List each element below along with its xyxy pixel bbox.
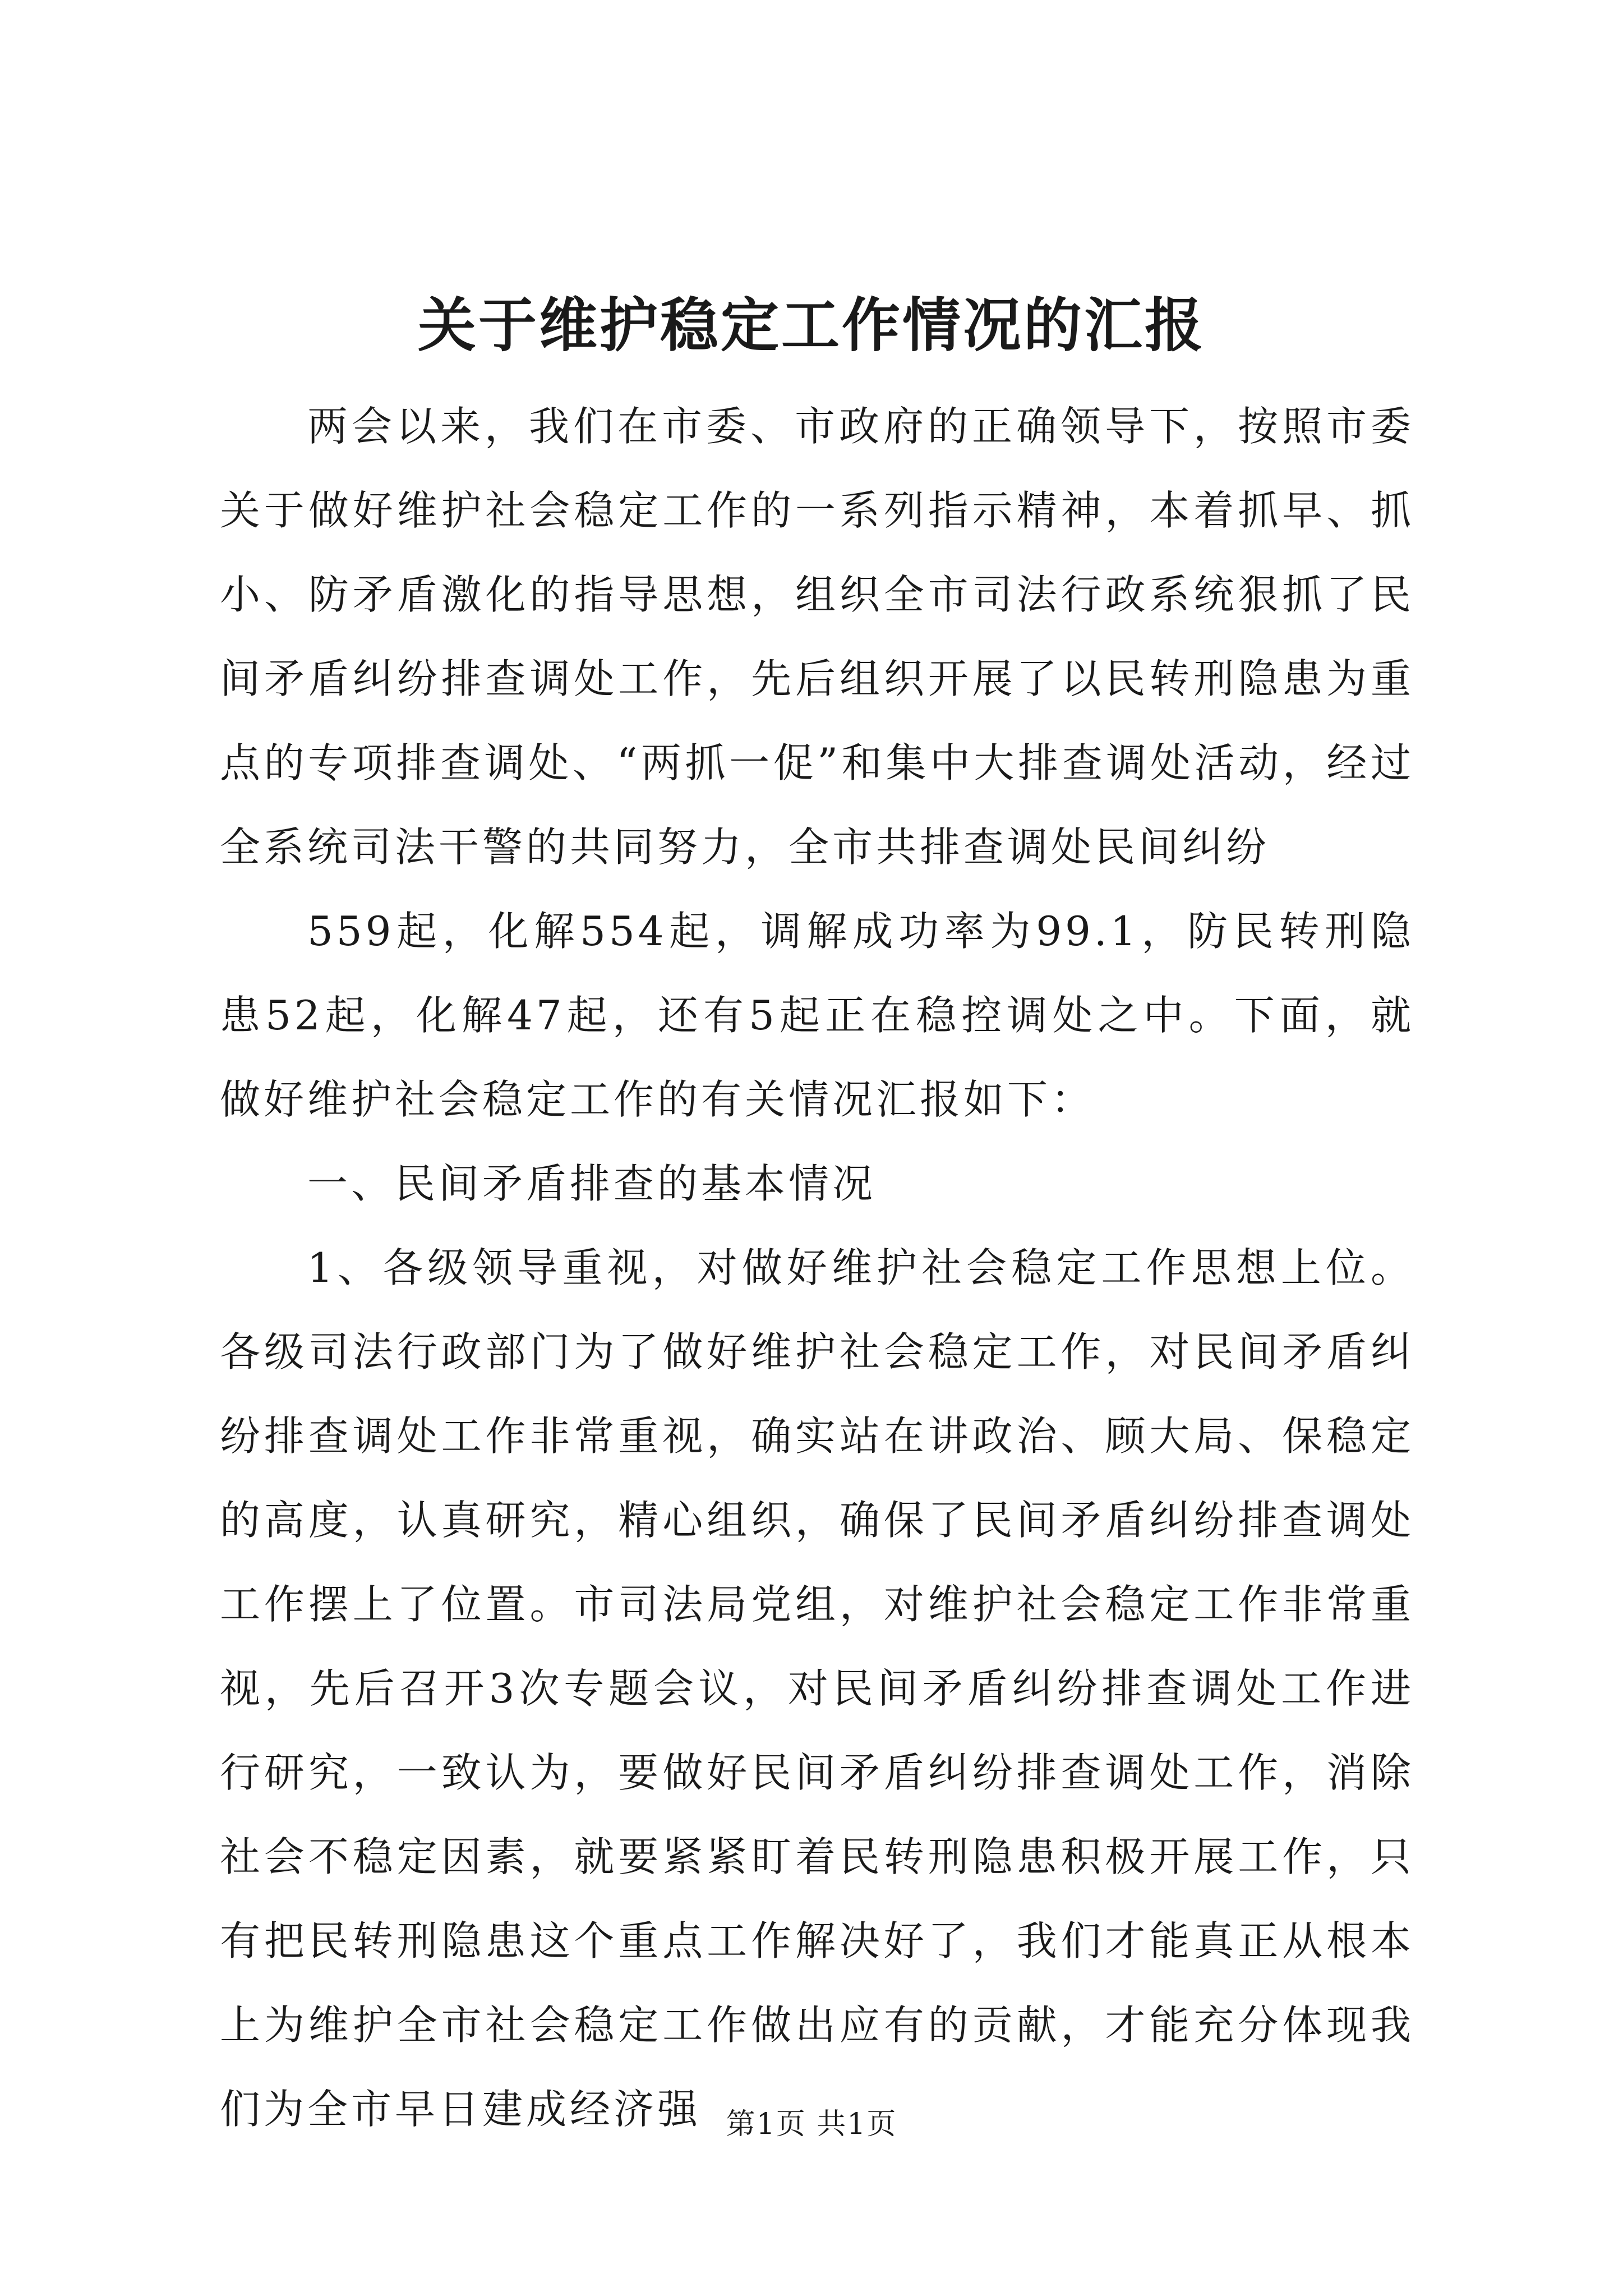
document-title: 关于维护稳定工作情况的汇报 [417,291,1205,360]
paragraph-intro: 两会以来，我们在市委、市政府的正确领导下，按照市委关于做好维护社会稳定工作的一系列指示精神，本着抓早、抓小、防矛盾激化的指导思想，组织全市司法行政系统狠抓了民间矛盾纠纷排查调处工作，先后组织开展了以民转刑隐患为重点的专项排查调处、“两抓一促”和集中大排查调处活动，经过全系统司法干警的共同努力，全市共排查调处民间纠纷 [220,403,1414,871]
section-heading-1: 一、民间矛盾排查的基本情况 [307,1160,877,1207]
paragraph-statistics: 559起，化解554起，调解成功率为99.1，防民转刑隐患52起，化解47起，还有5起正在稳控调处之中。下面，就做好维护社会稳定工作的有关情况汇报如下： [220,908,1414,1123]
paragraph-leadership: 1、各级领导重视，对做好维护社会稳定工作思想上位。各级司法行政部门为了做好维护社会稳定工作，对民间矛盾纠纷排查调处工作非常重视，确实站在讲政治、顾大局、保稳定的高度，认真研究，精心组织，确保了民间矛盾纠纷排查调处工作摆上了位置。市司法局党组，对维护社会稳定工作非常重视，先后召开3次专题会议，对民间矛盾纠纷排查调处工作进行研究，一致认为，要做好民间矛盾纠纷排查调处工作，消除社会不稳定因素，就要紧紧盯着民转刑隐患积极开展工作，只有把民转刑隐患这个重点工作解决好了，我们才能真正从根本上为维护全市社会稳定工作做出应有的贡献，才能充分体现我们为全市早日建成经济强 [220,1244,1414,2133]
document-body [220,384,1414,2151]
page-number-footer: 第1页 共1页 [726,2108,897,2141]
